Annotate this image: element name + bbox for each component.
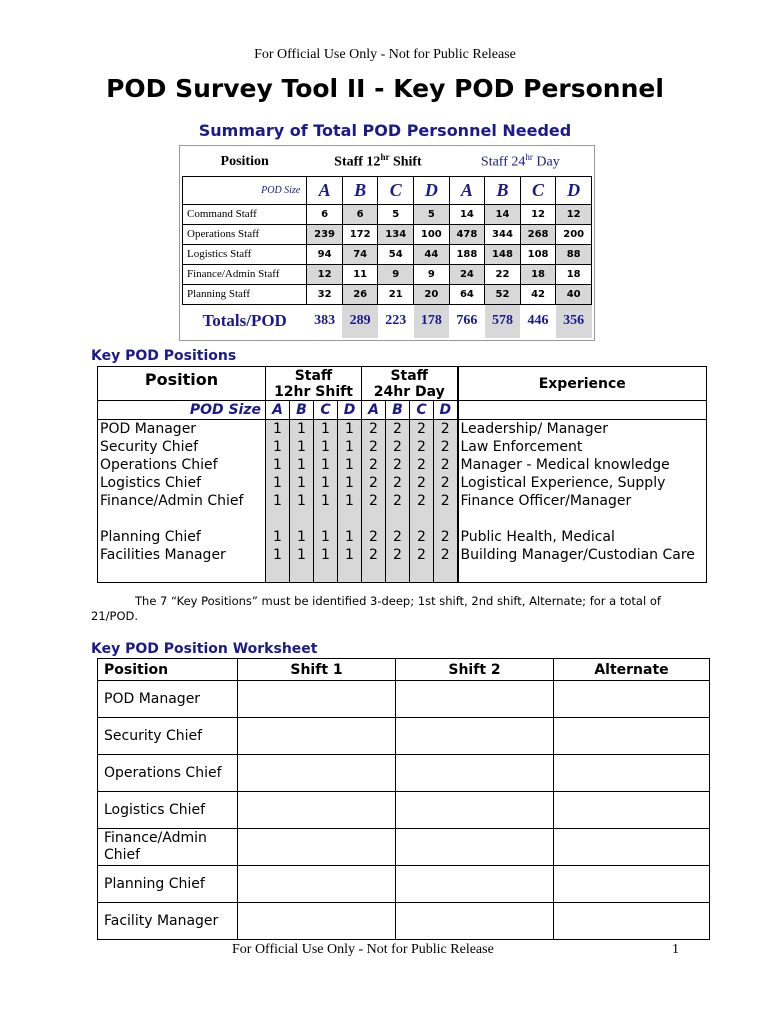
summary-cell: 14	[485, 204, 521, 224]
summary-size-letter: A	[449, 176, 485, 204]
ws-shift2-field[interactable]	[396, 755, 554, 792]
kp-count: 2	[410, 546, 434, 582]
kp-count: 2	[434, 420, 458, 439]
summary-row	[183, 204, 592, 224]
key-positions-table	[97, 366, 707, 583]
summary-total: 356	[556, 304, 592, 338]
summary-total: 223	[385, 313, 407, 329]
kp-count: 1	[338, 420, 362, 439]
ws-position: Security Chief	[98, 718, 238, 755]
summary-cell: 148	[485, 244, 521, 264]
kp-count: 2	[362, 420, 386, 439]
summary-totals-label: Totals/POD	[202, 311, 287, 331]
kp-count: 2	[410, 438, 434, 456]
key-positions-note: The 7 “Key Positions” must be identified 3-deep; 1st shift, 2nd shift, Alternate; for a total of 21/POD.	[91, 594, 661, 623]
summary-total: 578	[485, 304, 521, 338]
summary-size-letter: A	[307, 176, 343, 204]
kp-count: 1	[266, 420, 290, 439]
summary-cell: 6	[342, 204, 378, 224]
kp-position: Facilities Manager	[98, 546, 266, 582]
kp-experience: Law Enforcement	[458, 438, 707, 456]
summary-cell: 11	[342, 264, 378, 284]
kp-experience: Manager - Medical knowledge	[458, 456, 707, 474]
kp-size-letter: C	[314, 401, 338, 420]
kp-row	[98, 456, 707, 474]
summary-total: 383	[314, 313, 336, 329]
kp-count: 2	[386, 438, 410, 456]
kp-count: 1	[290, 492, 314, 528]
ws-shift1-field[interactable]	[238, 903, 396, 940]
summary-cell: 134	[378, 224, 414, 244]
ws-alternate-field[interactable]	[554, 903, 710, 940]
summary-cell: 5	[378, 204, 414, 224]
page-header: For Official Use Only - Not for Public Release	[254, 47, 516, 62]
ws-shift1-field[interactable]	[238, 829, 396, 866]
kp-size-letter: B	[290, 401, 314, 420]
summary-size-letter: B	[342, 176, 378, 204]
summary-cell: 18	[556, 264, 592, 284]
kp-count: 1	[338, 474, 362, 492]
summary-cell: 12	[556, 204, 592, 224]
kp-position: Planning Chief	[98, 528, 266, 546]
kp-experience: Finance Officer/Manager	[458, 492, 707, 528]
summary-cell: 108	[520, 244, 556, 264]
summary-size-letter: C	[378, 176, 414, 204]
kp-row	[98, 528, 707, 546]
kp-size-letter: D	[434, 401, 458, 420]
kp-count: 2	[362, 474, 386, 492]
summary-cell: 88	[556, 244, 592, 264]
kp-row	[98, 492, 707, 528]
summary-cell: 12	[520, 204, 556, 224]
kp-count: 2	[362, 546, 386, 582]
kp-count: 1	[290, 528, 314, 546]
summary-staff24-header: Staff $24^{hr}$ Day	[480, 152, 560, 171]
worksheet-title: Key POD Position Worksheet	[91, 641, 318, 657]
kp-count: 1	[290, 420, 314, 439]
kp-count: 2	[410, 474, 434, 492]
kp-count: 1	[290, 546, 314, 582]
ws-row	[98, 829, 710, 866]
kp-count: 2	[386, 546, 410, 582]
worksheet-table	[97, 658, 710, 940]
summary-total: 446	[527, 313, 549, 329]
summary-size-letter: D	[556, 176, 592, 204]
kp-count: 2	[362, 528, 386, 546]
summary-size-letter: B	[485, 176, 521, 204]
kp-count: 2	[410, 456, 434, 474]
summary-row	[183, 284, 592, 304]
kp-position-header: Position	[98, 367, 266, 393]
kp-count: 1	[338, 546, 362, 582]
kp-size-letter: D	[338, 401, 362, 420]
ws-position: Logistics Chief	[98, 792, 238, 829]
summary-cell: 42	[520, 284, 556, 304]
summary-cell: 74	[342, 244, 378, 264]
ws-shift1-field[interactable]	[238, 792, 396, 829]
kp-count: 1	[266, 546, 290, 582]
kp-count: 2	[362, 492, 386, 528]
kp-count: 2	[410, 492, 434, 528]
summary-cell: 24	[449, 264, 485, 284]
kp-count: 1	[338, 528, 362, 546]
kp-row	[98, 474, 707, 492]
ws-position: POD Manager	[98, 681, 238, 718]
ws-shift2-field[interactable]	[396, 866, 554, 903]
summary-total: 178	[414, 304, 450, 338]
ws-alternate-field[interactable]	[554, 866, 710, 903]
ws-row	[98, 792, 710, 829]
kp-size-letter: B	[386, 401, 410, 420]
kp-count: 1	[314, 492, 338, 528]
ws-alternate-field[interactable]	[554, 681, 710, 718]
summary-cell: 20	[414, 284, 450, 304]
kp-count: 2	[386, 456, 410, 474]
ws-position: Finance/Admin Chief	[98, 829, 238, 866]
summary-cell: 54	[378, 244, 414, 264]
summary-row-label: Operations Staff	[183, 224, 307, 244]
ws-shift2-header: Shift 2	[396, 659, 554, 681]
ws-alternate-field[interactable]	[554, 755, 710, 792]
key-positions-title: Key POD Positions	[91, 348, 237, 364]
kp-row	[98, 438, 707, 456]
kp-size-letter: A	[362, 401, 386, 420]
kp-position: Finance/Admin Chief	[98, 492, 266, 528]
ws-shift1-field[interactable]	[238, 866, 396, 903]
summary-cell: 44	[414, 244, 450, 264]
kp-count: 2	[362, 438, 386, 456]
kp-count: 1	[290, 474, 314, 492]
kp-size-letter: A	[266, 401, 290, 420]
summary-cell: 200	[556, 224, 592, 244]
summary-title: Summary of Total POD Personnel Needed	[198, 121, 572, 140]
summary-cell: 26	[342, 284, 378, 304]
ws-alternate-field[interactable]	[554, 718, 710, 755]
summary-cell: 40	[556, 284, 592, 304]
summary-position-header: Position	[220, 153, 269, 169]
summary-cell: 9	[414, 264, 450, 284]
summary-row-label: Logistics Staff	[183, 244, 307, 264]
summary-total: 766	[456, 313, 478, 329]
page-number: 1	[672, 942, 679, 957]
ws-row	[98, 718, 710, 755]
kp-count: 2	[410, 420, 434, 439]
kp-count: 1	[266, 474, 290, 492]
summary-pod-size-label: POD Size	[183, 176, 307, 204]
kp-count: 2	[386, 474, 410, 492]
kp-count: 1	[314, 474, 338, 492]
ws-shift2-field[interactable]	[396, 681, 554, 718]
summary-cell: 9	[378, 264, 414, 284]
kp-count: 1	[266, 528, 290, 546]
page-footer: For Official Use Only - Not for Public Release	[232, 942, 494, 957]
kp-count: 2	[434, 492, 458, 528]
summary-cell: 100	[414, 224, 450, 244]
kp-size-letter: C	[410, 401, 434, 420]
summary-totals-row	[183, 304, 592, 338]
summary-cell: 268	[520, 224, 556, 244]
page-title: POD Survey Tool II - Key POD Personnel	[106, 74, 664, 103]
ws-position-header: Position	[98, 659, 238, 681]
kp-count: 1	[290, 456, 314, 474]
kp-count: 2	[386, 528, 410, 546]
kp-count: 1	[314, 438, 338, 456]
kp-experience: Public Health, Medical	[458, 528, 707, 546]
ws-shift2-field[interactable]	[396, 792, 554, 829]
ws-position: Operations Chief	[98, 755, 238, 792]
kp-count: 1	[314, 420, 338, 439]
kp-count: 2	[434, 456, 458, 474]
summary-cell: 64	[449, 284, 485, 304]
ws-shift2-field[interactable]	[396, 829, 554, 866]
kp-staff12-header: Staff 12hr Shift	[266, 367, 362, 401]
kp-position: POD Manager	[98, 420, 266, 439]
kp-row	[98, 420, 707, 439]
kp-spacer	[98, 393, 266, 401]
summary-row-label: Finance/Admin Staff	[183, 264, 307, 284]
summary-table	[182, 148, 592, 338]
kp-position: Operations Chief	[98, 456, 266, 474]
kp-pod-size-label: POD Size	[98, 401, 266, 420]
kp-experience-spacer	[458, 401, 707, 420]
ws-shift2-field[interactable]	[396, 903, 554, 940]
summary-cell: 52	[485, 284, 521, 304]
kp-count: 1	[338, 492, 362, 528]
ws-row	[98, 903, 710, 940]
kp-experience: Building Manager/Custodian Care	[458, 546, 707, 582]
ws-shift1-field[interactable]	[238, 718, 396, 755]
kp-count: 1	[266, 438, 290, 456]
summary-row	[183, 224, 592, 244]
ws-alternate-field[interactable]	[554, 792, 710, 829]
summary-row-label: Planning Staff	[183, 284, 307, 304]
summary-staff12-header: Staff $12^{hr}$ Shift	[334, 152, 422, 171]
ws-row	[98, 866, 710, 903]
summary-table-frame	[179, 145, 595, 341]
kp-count: 2	[434, 546, 458, 582]
summary-size-letter: C	[520, 176, 556, 204]
kp-count: 1	[338, 438, 362, 456]
kp-count: 2	[386, 492, 410, 528]
summary-row-label: Command Staff	[183, 204, 307, 224]
kp-count: 1	[266, 492, 290, 528]
ws-row	[98, 681, 710, 718]
kp-count: 1	[314, 528, 338, 546]
summary-cell: 344	[485, 224, 521, 244]
summary-total: 289	[342, 304, 378, 338]
summary-row	[183, 244, 592, 264]
kp-count: 1	[290, 438, 314, 456]
ws-shift1-field[interactable]	[238, 681, 396, 718]
summary-cell: 239	[307, 224, 343, 244]
ws-position: Planning Chief	[98, 866, 238, 903]
summary-cell: 12	[307, 264, 343, 284]
kp-count: 2	[434, 528, 458, 546]
kp-count: 2	[386, 420, 410, 439]
kp-staff24-header: Staff 24hr Day	[362, 367, 458, 401]
summary-cell: 188	[449, 244, 485, 264]
ws-shift2-field[interactable]	[396, 718, 554, 755]
summary-cell: 6	[307, 204, 343, 224]
summary-cell: 478	[449, 224, 485, 244]
summary-cell: 32	[307, 284, 343, 304]
kp-count: 1	[338, 456, 362, 474]
kp-count: 1	[314, 546, 338, 582]
kp-count: 1	[266, 456, 290, 474]
summary-cell: 18	[520, 264, 556, 284]
kp-experience: Logistical Experience, Supply	[458, 474, 707, 492]
kp-count: 2	[410, 528, 434, 546]
ws-alternate-field[interactable]	[554, 829, 710, 866]
ws-row	[98, 755, 710, 792]
summary-cell: 172	[342, 224, 378, 244]
kp-count: 2	[362, 456, 386, 474]
kp-experience: Leadership/ Manager	[458, 420, 707, 439]
kp-position: Security Chief	[98, 438, 266, 456]
ws-alternate-header: Alternate	[554, 659, 710, 681]
ws-shift1-header: Shift 1	[238, 659, 396, 681]
summary-row	[183, 264, 592, 284]
summary-cell: 94	[307, 244, 343, 264]
kp-position: Logistics Chief	[98, 474, 266, 492]
kp-count: 2	[434, 474, 458, 492]
kp-row	[98, 546, 707, 582]
kp-experience-header: Experience	[458, 367, 707, 401]
summary-cell: 22	[485, 264, 521, 284]
summary-cell: 14	[449, 204, 485, 224]
kp-count: 1	[314, 456, 338, 474]
ws-shift1-field[interactable]	[238, 755, 396, 792]
kp-count: 2	[434, 438, 458, 456]
summary-size-letter: D	[414, 176, 450, 204]
summary-cell: 5	[414, 204, 450, 224]
summary-cell: 21	[378, 284, 414, 304]
ws-position: Facility Manager	[98, 903, 238, 940]
